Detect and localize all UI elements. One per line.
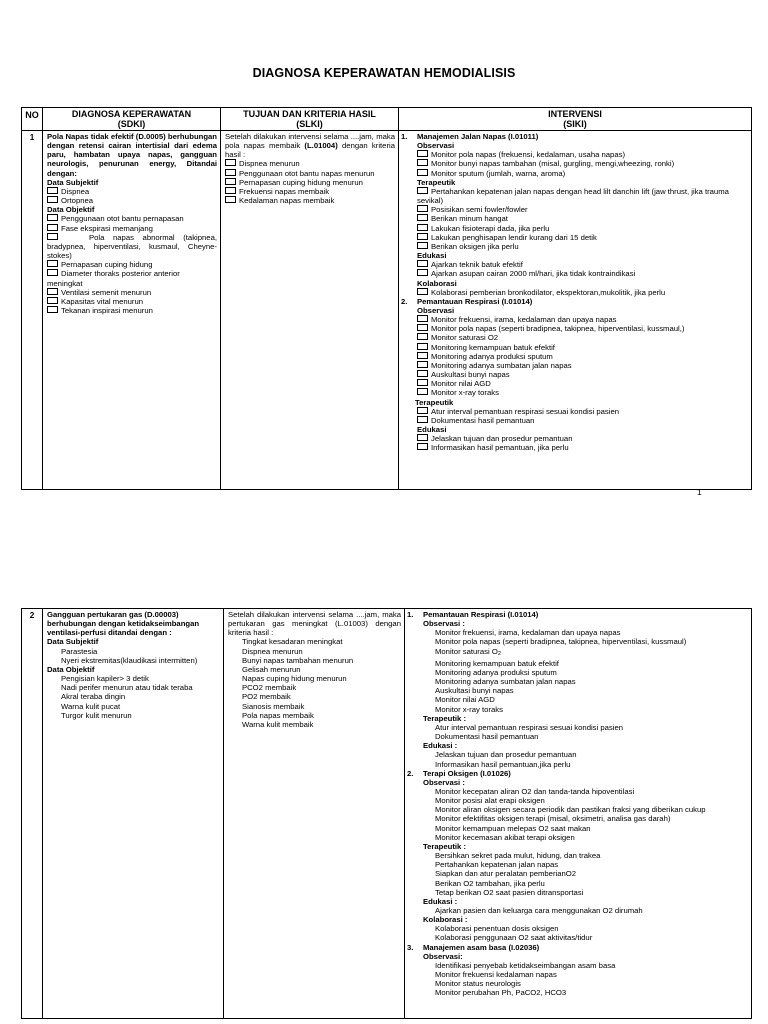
list-item: Napas cuping hidung menurun [242, 674, 347, 684]
list-item: Kolaborasi penentuan dosis oksigen [435, 924, 559, 934]
section-label: Edukasi [417, 425, 447, 434]
list-item: Monitor x-ray toraks [435, 704, 503, 714]
section-label: Observasi [417, 141, 455, 151]
checklist-item: Monitor sputum (jumlah, warna, aroma) [417, 169, 748, 178]
checklist-item: Monitor bunyi napas tambahan (misal, gurgling, mengi,wheezing, ronki) [417, 159, 748, 168]
data-objektif-label: Data Objektif [47, 664, 95, 674]
checklist-item: Penggunaan otot bantu napas menurun [225, 169, 395, 178]
checklist-item: Dispnea [47, 187, 217, 196]
goals-cell [224, 609, 405, 1019]
list-item: Monitor kemampuan melepas O2 saat makan [435, 823, 591, 833]
page-title: DIAGNOSA KEPERAWATAN HEMODIALISIS [252, 66, 516, 80]
education-list [409, 906, 748, 915]
list-item: Ajarkan pasien dan keluarga cara menggunakan O2 dirumah [435, 906, 643, 915]
collaboration-list [403, 288, 748, 297]
list-item: Pertahankan kepatenan jalan napas [435, 860, 559, 870]
section-label: Edukasi : [423, 896, 458, 906]
goals-statement [225, 132, 395, 159]
list-item: Turgor kulit menurun [61, 710, 132, 720]
list-item: Warna kulit membaik [242, 719, 314, 729]
collaboration-list [409, 924, 748, 942]
section-label: Edukasi : [423, 741, 458, 751]
list-item: Monitor kecepatan aliran O2 dan tanda-tanda hipoventilasi [435, 786, 635, 796]
checklist-item: Auskultasi bunyi napas [417, 370, 748, 379]
therapeutic-list [409, 723, 748, 741]
list-item: Monitor kecemasan akibat terapi oksigen [435, 832, 575, 842]
list-item: Identifikasi penyebab ketidakseimbangan asam basa [435, 960, 616, 970]
data-subjektif-label: Data Subjektif [47, 637, 99, 647]
subjective-data-list [47, 187, 217, 205]
intervention-title-text: Pemantauan Respirasi (I.01014) [417, 296, 533, 306]
header-intervention-sub: (SIKI) [563, 119, 587, 129]
list-item: Dokumentasi hasil pemantuan [435, 732, 539, 742]
section-label: Terapeutik [415, 397, 454, 407]
objective-data-list [47, 214, 217, 315]
header-diagnosis-sub: (SDKI) [117, 119, 146, 129]
checklist-item: Fase ekspirasi memanjang [47, 224, 217, 233]
observation-list [409, 787, 748, 842]
data-subjektif-label: Data Subjektif [47, 177, 99, 187]
list-item: Monitor perubahan Ph, PaCO2, HCO3 [435, 988, 567, 998]
list-item: Informasikan hasil pemantuan,jika perlu [435, 759, 571, 769]
list-item: Tingkat kesadaran meningkat [242, 637, 343, 647]
observation-list [409, 659, 748, 714]
diagnosis-cell [43, 131, 221, 490]
checklist-item: Kapasitas vital menurun [47, 297, 217, 306]
education-list [403, 260, 748, 278]
checklist-item: Frekuensi napas membaik [225, 187, 395, 196]
list-item: PO2 membaik [242, 692, 291, 702]
goals-intro: Setelah dilakukan intervensi selama ....jam, maka pola napas membaik [225, 132, 395, 151]
checklist-item: Monitor frekuensi, irama, kedalaman dan upaya napas [417, 315, 748, 324]
list-item: Monitor status neurologis [435, 979, 521, 989]
checklist-item: Lakukan fisioterapi dada, jika perlu [417, 224, 748, 233]
checklist-item: Ajarkan asupan cairan 2000 ml/hari, jika tidak kontraindikasi [417, 269, 748, 278]
list-item: Monitor posisi alat erapi oksigen [435, 796, 545, 806]
intervention-title-text: Manajemen asam basa (I.02036) [423, 942, 540, 952]
list-item: Bunyi napas tambahan menurun [242, 655, 354, 665]
section-label: Terapeutik [417, 177, 456, 187]
list-item: Sianosis membaik [242, 701, 305, 711]
list-item: Monitor frekuensi kedalaman napas [435, 970, 557, 980]
checklist-item: Penggunaan otot bantu pernapasan [47, 214, 217, 223]
list-item: Monitor frekuensi, irama, kedalaman dan upaya napas [435, 628, 621, 638]
checklist-item: Monitor pola napas (seperti bradipnea, takipnea, hiperventilasi, kussmaul,) [417, 324, 748, 333]
intervention-title-text: Terapi Oksigen (I.01026) [423, 768, 511, 778]
list-item: Monitoring adanya produksi sputum [435, 667, 557, 677]
intervention-cell [399, 131, 752, 490]
subscript: 2 [497, 650, 501, 657]
header-goals-sub: (SLKI) [296, 119, 323, 129]
list-item: Nadi perifer menurun atau tidak teraba [61, 683, 193, 693]
diagnosis-table-1 [21, 107, 752, 490]
checklist-item: Informasikan hasil pemantuan, jika perlu [417, 443, 748, 452]
checklist-item: Tekanan inspirasi menurun [47, 306, 217, 315]
list-item: Nyeri ekstremitas(klaudikasi intermitten) [61, 655, 198, 665]
intervention-title-text: Manajemen Jalan Napas (I.01011) [417, 132, 539, 141]
row-number: 1 [22, 131, 43, 490]
header-no: NO [22, 108, 43, 131]
list-item: Siapkan dan atur peralatan pemberianO2 [435, 869, 577, 879]
observation-list [409, 961, 748, 998]
criteria-list [225, 159, 395, 205]
section-label: Observasi : [423, 619, 465, 629]
intervention-title [409, 769, 748, 778]
intervention-title [409, 610, 748, 619]
list-item: Kolaborasi penggunaan O2 saat aktivitas/tidur [435, 933, 593, 943]
list-item: Berikan O2 tambahan, jika perlu [435, 878, 545, 888]
goals-code: (L.01004) [304, 141, 338, 151]
checklist-item: Jelaskan tujuan dan prosedur pemantuan [417, 434, 748, 443]
checklist-item: Dokumentasi hasil pemantuan [417, 416, 748, 425]
list-item: Monitor efektifitas oksigen terapi (misal, oksimetri, analisa gas darah) [435, 814, 671, 824]
checklist-item: Berikan minum hangat [417, 214, 748, 223]
list-item: Atur interval pemantuan respirasi sesuai kondisi pasien [435, 722, 624, 732]
checklist-item: Posisikan semi fowler/fowler [417, 205, 748, 214]
checklist-item: Kolaborasi pemberian bronkodilator, ekspektoran,mukolitik, jika perlu [417, 288, 748, 297]
intervention-cell [405, 609, 752, 1019]
row-number: 2 [22, 609, 43, 1019]
checklist-item: Monitoring adanya sumbatan jalan napas [417, 361, 748, 370]
subjective-data-list [47, 647, 220, 665]
intervention-title [409, 943, 748, 952]
checklist-item: Monitoring adanya produksi sputum [417, 352, 748, 361]
goals-statement: Setelah dilakukan intervensi selama ....jam, maka pertukaran gas meningkat (L.01003) dengan kriteria hasil : [228, 610, 401, 638]
intervention-title [403, 297, 748, 306]
intervention-number: 3. [407, 942, 414, 952]
diagnosis-statement: Pola Napas tidak efektif (D.0005) berhubungan dengan retensi cairan intertisial dari edema paru, hambatan upaya napas, gangguan neurologis, penurunan energy, Ditandai dengan: [47, 132, 217, 178]
list-item: Jelaskan tujuan dan prosedur pemantuan [435, 750, 577, 760]
list-item: Bersihkan sekret pada mulut, hidung, dan trakea [435, 851, 601, 861]
checklist-item: Dispnea menurun [225, 159, 395, 168]
section-label: Kolaborasi : [423, 915, 468, 925]
checklist-item: Monitor saturasi O2 [417, 333, 748, 342]
checklist-item: Ajarkan teknik batuk efektif [417, 260, 748, 269]
intervention-number: 2. [407, 768, 414, 778]
diagnosis-cell [43, 609, 224, 1019]
objective-data-list [47, 674, 220, 720]
page-number: 1 [697, 487, 702, 497]
therapeutic-list [403, 407, 748, 425]
observation-list [409, 628, 748, 646]
checklist-item: Lakukan penghisapan lendir kurang dari 15 detik [417, 233, 748, 242]
checklist-item: Berikan oksigen jika perlu [417, 242, 748, 251]
list-item: Pengisian kapiler> 3 detik [61, 674, 149, 684]
list-item: Dispnea menurun [242, 646, 303, 656]
table-row [22, 609, 752, 1019]
header-intervention [399, 108, 752, 131]
header-intervention-label: INTERVENSI [548, 109, 602, 119]
list-item: Parastesia [61, 646, 98, 656]
list-item: Tetap berikan O2 saat pasien ditransportasi [435, 887, 584, 897]
section-label: Kolaborasi [417, 278, 457, 288]
goals-intro-end: dengan kriteria hasil : [225, 141, 395, 160]
checklist-item: Ventilasi semenit menurun [47, 288, 217, 297]
section-label: Observasi : [423, 777, 465, 787]
section-label: Terapeutik : [423, 713, 467, 723]
therapeutic-list [403, 187, 748, 251]
diagnosis-table-2 [21, 608, 752, 1019]
checklist-item: Monitor x-ray toraks [417, 388, 748, 397]
list-item: Monitor nilai AGD [435, 695, 495, 705]
list-item: PCO2 membaik [242, 683, 297, 693]
checklist-item: Ortopnea [47, 196, 217, 205]
list-item: Monitoring kemampuan batuk efektif [435, 658, 559, 668]
intervention-number: 1. [407, 610, 414, 619]
list-item-text: Monitor saturasi O [435, 646, 498, 656]
education-list [403, 434, 748, 452]
list-item: Pola napas membaik [242, 710, 314, 720]
table-row [22, 131, 752, 490]
header-diagnosis [43, 108, 221, 131]
section-label: Edukasi [417, 251, 447, 261]
list-item [409, 647, 748, 659]
intervention-number: 1. [401, 132, 408, 141]
observation-list [403, 150, 748, 177]
list-item: Akral teraba dingin [61, 692, 126, 702]
list-item: Monitor pola napas (seperti bradipnea, takipnea, hiperventilasi, kussmaul) [435, 637, 687, 647]
checklist-item: Monitoring kemampuan batuk efektif [417, 343, 748, 352]
section-label: Observasi [417, 305, 455, 315]
checklist-item-text: Pola napas abnormal (takipnea, bradypnea, hiperventilasi, kusmaul, Cheyne-stokes) [47, 232, 217, 261]
checklist-item: Pernapasan cuping hidung menurun [225, 178, 395, 187]
education-list [409, 750, 748, 768]
criteria-list [228, 637, 401, 729]
header-goals [221, 108, 399, 131]
section-label: Terapeutik : [423, 841, 467, 851]
checklist-item: Monitor nilai AGD [417, 379, 748, 388]
intervention-title-text: Pemantauan Respirasi (I.01014) [423, 610, 539, 619]
header-goals-label: TUJUAN DAN KRITERIA HASIL [243, 109, 376, 119]
observation-list [403, 315, 748, 397]
intervention-number: 2. [401, 296, 408, 306]
checklist-item: Kedalaman napas membaik [225, 196, 395, 205]
checklist-item: Pertahankan kepatenan jalan napas dengan head lilt danchin lift (jaw thrust, jika trauma sevikal) [417, 187, 748, 205]
checklist-item: Diameter thoraks posterior anterior meningkat [47, 269, 217, 287]
checklist-item: Monitor pola napas (frekuensi, kedalaman, usaha napas) [417, 150, 748, 159]
list-item: Warna kulit pucat [61, 701, 121, 711]
checklist-item: Pernapasan cuping hidung [47, 260, 217, 269]
table-header-row [22, 108, 752, 131]
list-item: Monitoring adanya sumbatan jalan napas [435, 677, 576, 687]
section-label: Observasi: [423, 951, 463, 961]
data-objektif-label: Data Objektif [47, 205, 95, 215]
checklist-item [47, 233, 217, 260]
goals-cell [221, 131, 399, 490]
header-diagnosis-label: DIAGNOSA KEPERAWATAN [71, 109, 192, 119]
checklist-item: Atur interval pemantuan respirasi sesuai kondisi pasien [417, 407, 748, 416]
intervention-title [403, 132, 748, 141]
therapeutic-list [409, 851, 748, 897]
diagnosis-statement: Gangguan pertukaran gas (D.00003) berhubungan dengan ketidakseimbangan ventilasi-perfusi ditandai dengan : [47, 610, 200, 638]
list-item: Monitor aliran oksigen secara periodik dan pastikan fraksi yang diberikan cukup [435, 805, 706, 815]
list-item: Auskultasi bunyi napas [435, 686, 514, 696]
list-item: Gelisah menurun [242, 664, 301, 674]
